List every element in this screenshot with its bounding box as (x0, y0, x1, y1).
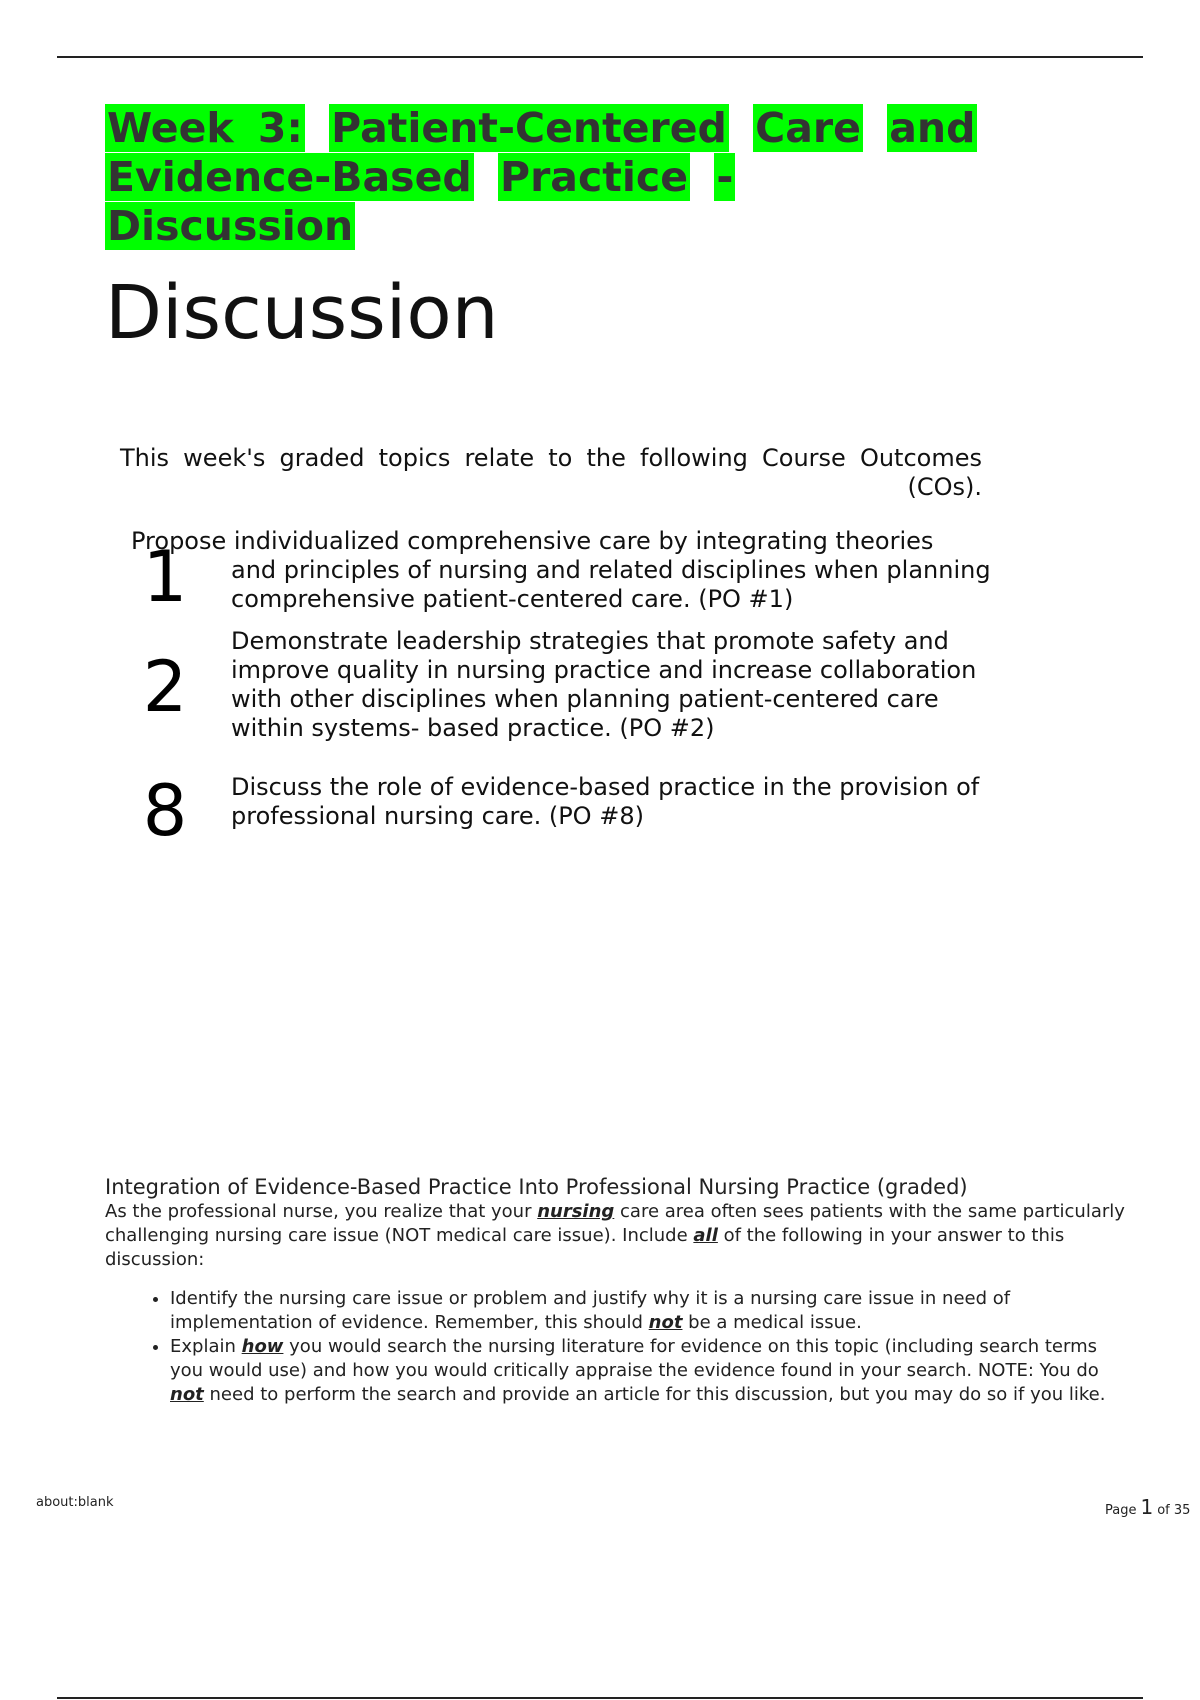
footer-url: about:blank (36, 1495, 114, 1510)
emphasis-not: not (648, 1312, 683, 1333)
prompt-text: of the following in your answer to this discussion: (105, 1225, 1065, 1270)
course-outcome-number: 1 (142, 536, 188, 618)
week-title-part: Patient-Centered (331, 104, 727, 152)
prompt-text: As the professional nurse, you realize that your (105, 1201, 538, 1222)
page-number: 1 (1140, 1495, 1154, 1519)
graded-discussion-prompt (105, 1200, 1125, 1272)
course-outcome-number: 8 (142, 770, 188, 852)
course-outcome-text-first: Propose individualized comprehensive care by integrating theories (131, 527, 934, 555)
course-outcome-text (131, 527, 1001, 614)
week-title-part: and (889, 104, 976, 152)
discussion-heading: Discussion (105, 270, 499, 356)
week-title-part: Practice (500, 153, 689, 201)
outcomes-intro: This week's graded topics relate to the following Course Outcomes (COs). (120, 444, 982, 501)
list-item-text: Identify the nursing care issue or problem and justify why it is a nursing care issue in need of implementation of evidence. Remember, this should (170, 1288, 1011, 1333)
course-outcome-text: Discuss the role of evidence-based practice in the provision of professional nursing care. (PO #8) (231, 773, 980, 830)
page-total: of 35 (1157, 1503, 1191, 1518)
week-title-part: Care (755, 104, 861, 152)
week-title-part: Evidence-Based (107, 153, 472, 201)
list-item-text: you would search the nursing literature for evidence on this topic (including search terms you would use) and how you would critically appraise the evidence found in your search. NOTE: You do (170, 1336, 1099, 1381)
list-item-text: be a medical issue. (682, 1312, 862, 1333)
course-outcome-number: 2 (142, 646, 188, 728)
emphasis-how: how (241, 1336, 284, 1357)
course-outcome-text: Demonstrate leadership strategies that promote safety and improve quality in nursing practice and increase collaboration with other disciplines when planning patient-centered care within systems- based practice. (PO #2) (231, 627, 977, 742)
week-title-part: Discussion (107, 202, 354, 250)
week-title-part: - (716, 153, 734, 201)
course-outcome-text-rest: and principles of nursing and related disciplines when planning comprehensive patient-centered care. (PO #1) (231, 556, 991, 613)
emphasis-not: not (170, 1384, 204, 1405)
page-label: Page (1105, 1503, 1137, 1518)
bottom-rule (57, 1697, 1143, 1699)
emphasis-nursing: nursing (537, 1201, 615, 1222)
list-item-text: need to perform the search and provide an article for this discussion, but you may do so if you like. (203, 1384, 1106, 1405)
week-title (105, 104, 1005, 251)
page-counter (1105, 1497, 1190, 1521)
week-title-part: Week 3: (107, 104, 303, 152)
list-item-text: Explain (170, 1336, 242, 1357)
emphasis-all: all (693, 1225, 718, 1246)
top-rule (57, 56, 1143, 58)
graded-discussion-title: Integration of Evidence-Based Practice Into Professional Nursing Practice (graded) (105, 1175, 968, 1199)
prompt-text: care area often sees patients with the same particularly challenging nursing care issue (NOT medical care issue). Include (105, 1201, 1125, 1246)
list-item (170, 1335, 1125, 1407)
list-item (170, 1287, 1125, 1335)
requirements-list (105, 1287, 1125, 1407)
